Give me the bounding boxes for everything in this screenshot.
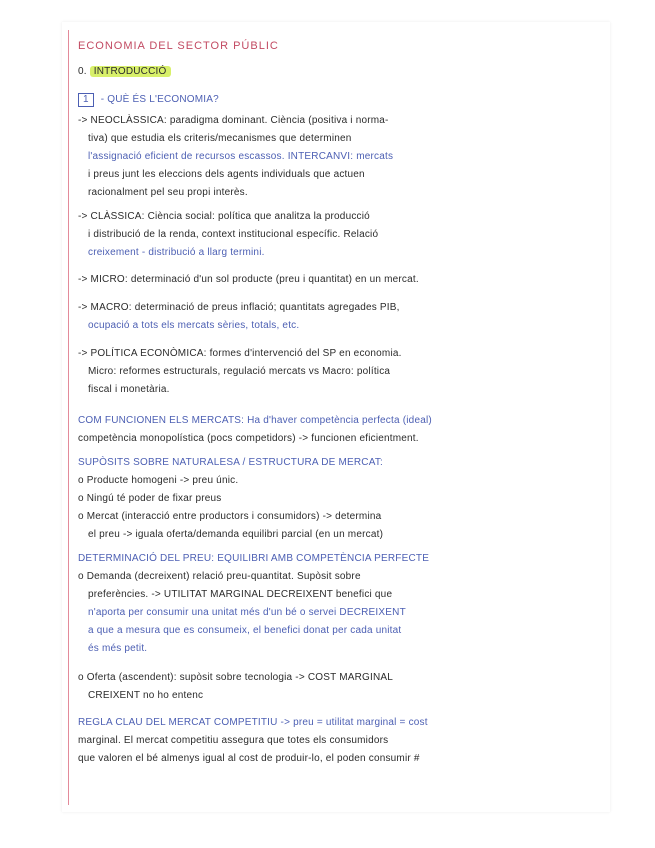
note-line: i preus junt les eleccions dels agents individuals que actuen	[88, 169, 365, 180]
note-line: marginal. El mercat competitiu assegura que totes els consumidors	[78, 735, 389, 746]
note-line: competència monopolística (pocs competidors) -> funcionen eficientment.	[78, 433, 419, 444]
note-line: -> CLÀSSICA: Ciència social: política que analitza la producció	[78, 211, 370, 222]
note-line: o Producte homogeni -> preu únic.	[78, 475, 239, 486]
question-number-box: 1	[78, 93, 94, 107]
note-line: -> POLÍTICA ECONÒMICA: formes d'intervenció del SP en economia.	[78, 348, 402, 359]
note-line: que valoren el bé almenys igual al cost de produir-lo, el poden consumir #	[78, 753, 420, 764]
note-line: o Oferta (ascendent): supòsit sobre tecnologia -> COST MARGINAL	[78, 672, 394, 683]
margin-line	[68, 30, 69, 805]
note-line: el preu -> iguala oferta/demanda equilibri parcial (en un mercat)	[88, 529, 384, 540]
note-line: a que a mesura que es consumeix, el benefici donat per cada unitat	[88, 625, 402, 636]
note-line: fiscal i monetària.	[88, 384, 170, 395]
note-line: preferències. -> UTILITAT MARGINAL DECREIXENT benefici que	[88, 589, 393, 600]
note-line: CREIXENT no ho entenc	[88, 690, 204, 701]
note-line: -> NEOCLÀSSICA: paradigma dominant. Ciència (positiva i norma-	[78, 115, 389, 126]
note-line: COM FUNCIONEN ELS MERCATS: Ha d'haver competència perfecta (ideal)	[78, 415, 432, 426]
section-number: 0.	[78, 66, 87, 77]
question-heading	[78, 93, 219, 107]
note-line: l'assignació eficient de recursos escassos. INTERCANVI: mercats	[88, 151, 394, 162]
note-line: creixement - distribució a llarg termini.	[88, 247, 265, 258]
note-line: és més petit.	[88, 643, 148, 654]
section-label: INTRODUCCIÓ	[90, 66, 171, 77]
note-line: DETERMINACIÓ DEL PREU: EQUILIBRI AMB COMPETÈNCIA PERFECTE	[78, 553, 430, 564]
note-line: -> MACRO: determinació de preus inflació; quantitats agregades PIB,	[78, 302, 400, 313]
page-title: ECONOMIA DEL SECTOR PÚBLIC	[78, 40, 279, 52]
note-line: o Ningú té poder de fixar preus	[78, 493, 222, 504]
note-line: o Mercat (interacció entre productors i consumidors) -> determina	[78, 511, 382, 522]
note-line: REGLA CLAU DEL MERCAT COMPETITIU -> preu = utilitat marginal = cost	[78, 717, 428, 728]
note-line: Micro: reformes estructurals, regulació mercats vs Macro: política	[88, 366, 391, 377]
section-heading	[78, 66, 171, 78]
note-line: n'aporta per consumir una unitat més d'un bé o servei DECREIXENT	[88, 607, 406, 618]
note-line: SUPÒSITS SOBRE NATURALESA / ESTRUCTURA DE MERCAT:	[78, 457, 384, 468]
note-line: o Demanda (decreixent) relació preu-quantitat. Supòsit sobre	[78, 571, 361, 582]
note-line: -> MICRO: determinació d'un sol producte (preu i quantitat) en un mercat.	[78, 274, 419, 285]
note-line: racionalment pel seu propi interès.	[88, 187, 248, 198]
note-line: i distribució de la renda, context institucional específic. Relació	[88, 229, 379, 240]
note-line: ocupació a tots els mercats sèries, totals, etc.	[88, 320, 300, 331]
note-line: tiva) que estudia els criteris/mecanismes que determinen	[88, 133, 352, 144]
question-text: - QUÈ ÉS L'ECONOMIA?	[100, 94, 219, 105]
